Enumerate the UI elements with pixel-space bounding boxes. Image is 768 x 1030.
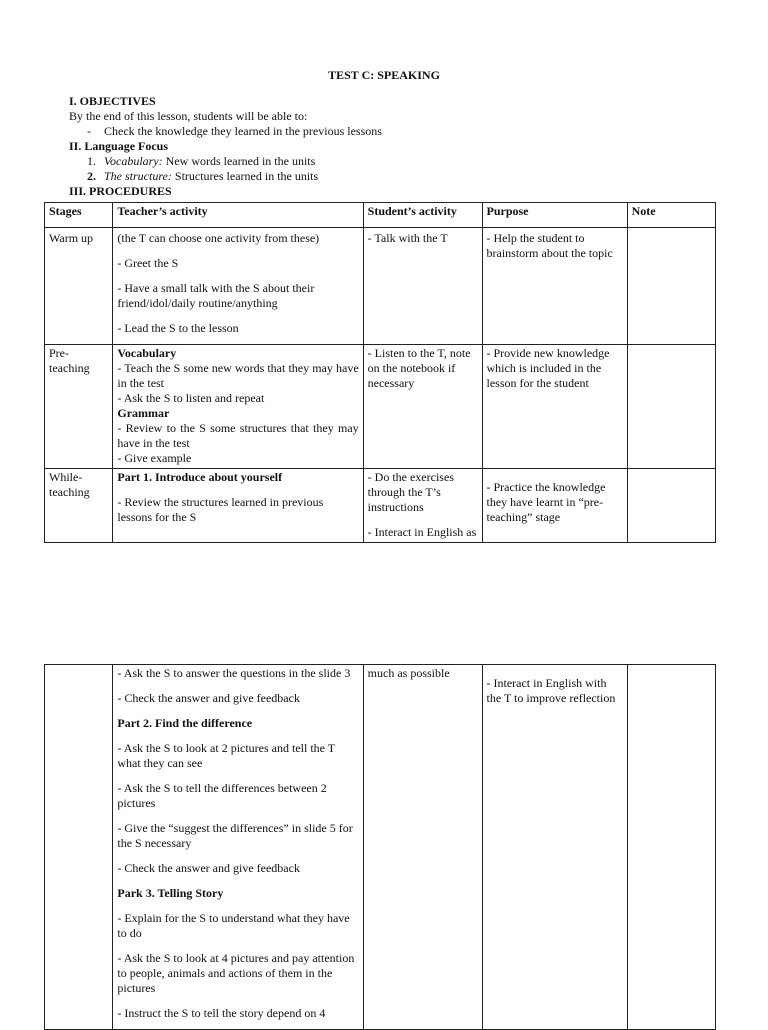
item-label: Vocabulary:	[104, 154, 163, 168]
header-teacher-activity: Teacher’s activity	[113, 203, 363, 228]
header-purpose: Purpose	[482, 203, 627, 228]
teacher-line: - Review the structures learned in previous lessons for the S	[117, 495, 324, 524]
teacher-line: - Teach the S some new words that they may have in the test	[117, 361, 359, 390]
teacher-line: - Explain for the S to understand what they have to do	[117, 911, 350, 940]
objectives-intro: By the end of this lesson, students will be able to:	[69, 109, 308, 123]
teacher-line: - Greet the S	[117, 256, 179, 270]
table-row-whileteaching	[45, 469, 716, 543]
teacher-activity-cell	[113, 228, 363, 345]
teacher-activity-cell	[113, 665, 363, 1030]
table-row-preteaching	[45, 345, 716, 469]
procedures-table	[44, 202, 716, 543]
note-cell	[627, 665, 715, 1030]
objectives-bullet	[69, 124, 729, 139]
purpose-cell: - Provide new knowledge which is included in the lesson for the student	[482, 345, 627, 469]
vocabulary-heading: Vocabulary	[117, 346, 177, 360]
item-number: 2.	[87, 169, 96, 183]
student-line: - Do the exercises through the T’s instructions	[367, 470, 454, 514]
procedures-table-continued	[44, 664, 716, 1030]
teacher-line: - Instruct the S to tell the story depend on 4	[117, 1006, 326, 1020]
stage-cell: Pre-teaching	[45, 345, 113, 469]
procedures-heading: III. PROCEDURES	[69, 184, 172, 198]
table-row-continued	[45, 665, 716, 1030]
student-activity-cell: much as possible	[363, 665, 482, 1030]
header-student-activity: Student’s activity	[363, 203, 482, 228]
purpose-cell	[482, 469, 627, 543]
teacher-line: - Check the answer and give feedback	[117, 691, 300, 705]
student-activity-cell: - Listen to the T, note on the notebook if necessary	[363, 345, 482, 469]
lesson-intro	[69, 94, 729, 199]
note-cell	[627, 228, 715, 345]
teacher-line: - Ask the S to look at 2 pictures and tell the T what they can see	[117, 741, 335, 770]
language-focus-item	[69, 154, 729, 169]
teacher-line: - Ask the S to answer the questions in the slide 3	[117, 666, 351, 680]
teacher-line: - Review to the S some structures that they may have in the test	[117, 421, 359, 450]
teacher-activity-cell	[113, 345, 363, 469]
teacher-line: - Ask the S to look at 4 pictures and pay attention to people, animals and actions of them in the pictures	[117, 951, 355, 995]
student-activity-cell: - Talk with the T	[363, 228, 482, 345]
language-focus-heading: II. Language Focus	[69, 139, 169, 153]
language-focus-item	[69, 169, 729, 184]
item-number: 1.	[87, 154, 96, 168]
purpose-text: - Practice the knowledge they have learnt in “pre-teaching” stage	[486, 480, 606, 524]
item-text: Structures learned in the units	[171, 169, 319, 183]
note-cell	[627, 469, 715, 543]
teacher-line: (the T can choose one activity from these)	[117, 231, 320, 245]
teacher-line: - Ask the S to listen and repeat	[117, 391, 265, 405]
objectives-bullet-text: Check the knowledge they learned in the previous lessons	[104, 124, 382, 138]
note-cell	[627, 345, 715, 469]
table-row-warmup	[45, 228, 716, 345]
teacher-line: - Give the “suggest the differences” in slide 5 for the S necessary	[117, 821, 353, 850]
header-note: Note	[627, 203, 715, 228]
purpose-cell: - Help the student to brainstorm about the topic	[482, 228, 627, 345]
stage-cell: Warm up	[45, 228, 113, 345]
grammar-heading: Grammar	[117, 406, 170, 420]
purpose-text: - Interact in English with the T to improve reflection	[486, 676, 616, 705]
part2-heading: Part 2. Find the difference	[117, 716, 253, 730]
objectives-heading: I. OBJECTIVES	[69, 94, 156, 108]
student-activity-cell	[363, 469, 482, 543]
teacher-line: - Lead the S to the lesson	[117, 321, 239, 335]
teacher-activity-cell	[113, 469, 363, 543]
item-text: New words learned in the units	[162, 154, 316, 168]
stage-cell: While-teaching	[45, 469, 113, 543]
student-line: - Interact in English as	[367, 525, 477, 539]
part3-heading: Park 3. Telling Story	[117, 886, 224, 900]
teacher-line: - Give example	[117, 451, 192, 465]
teacher-line: - Have a small talk with the S about their friend/idol/daily routine/anything	[117, 281, 315, 310]
part1-heading: Part 1. Introduce about yourself	[117, 470, 283, 484]
teacher-line: - Ask the S to tell the differences between 2 pictures	[117, 781, 327, 810]
table-header-row	[45, 203, 716, 228]
header-stages: Stages	[45, 203, 113, 228]
bullet-marker: -	[87, 124, 91, 138]
teacher-line: - Check the answer and give feedback	[117, 861, 300, 875]
page-title: TEST C: SPEAKING	[328, 68, 440, 82]
stage-cell	[45, 665, 113, 1030]
purpose-cell	[482, 665, 627, 1030]
item-label: The structure:	[104, 169, 172, 183]
